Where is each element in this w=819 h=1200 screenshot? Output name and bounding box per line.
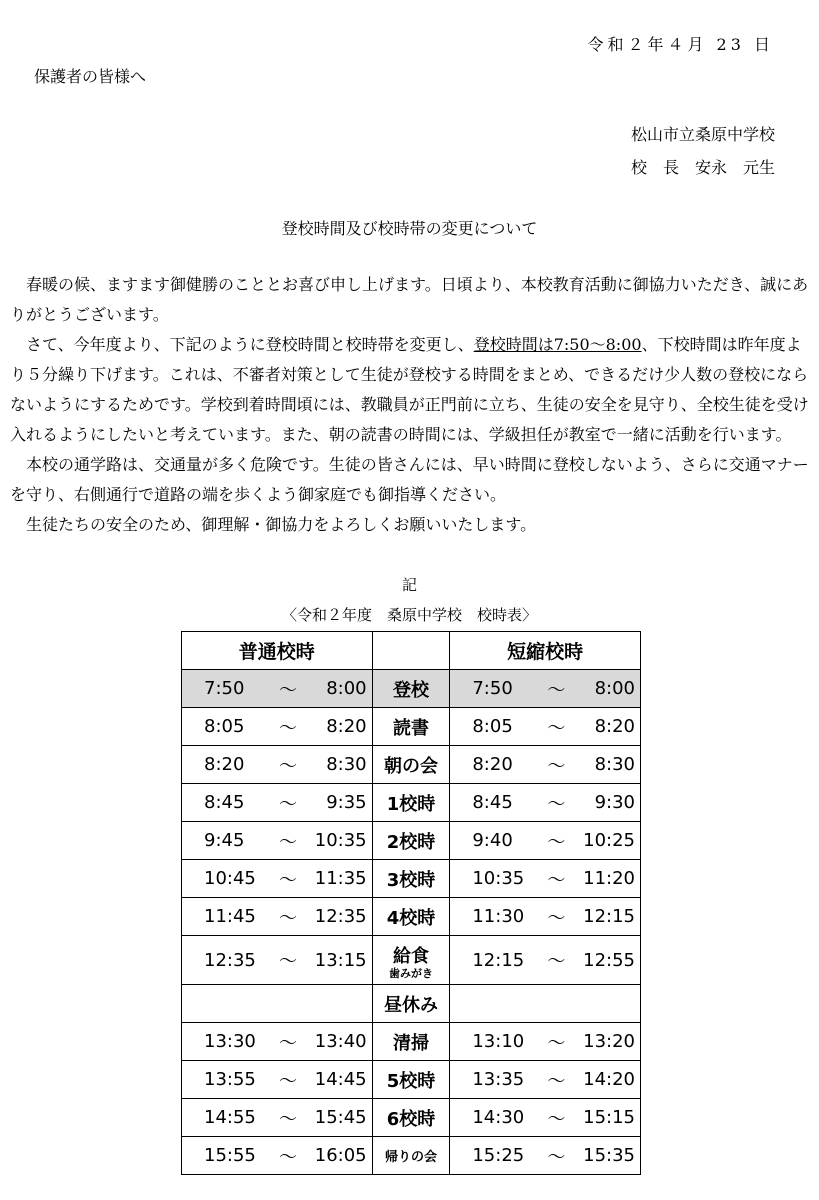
normal-start-time: 8:05 <box>204 716 245 737</box>
table-row <box>181 985 641 1023</box>
time-separator: ～ <box>547 1070 566 1092</box>
short-start-time: 13:10 <box>472 1031 525 1052</box>
short-end-time: 12:15 <box>583 906 635 927</box>
header-normal: 普通校時 <box>181 631 372 670</box>
paragraph-closing: 生徒たちの安全のため、御理解・御協力をよろしくお願いいたします。 <box>26 515 537 534</box>
normal-end-time: 8:20 <box>326 716 367 737</box>
normal-time-cell <box>181 822 372 860</box>
table-row <box>181 1061 641 1099</box>
normal-time-cell <box>181 898 372 936</box>
short-end-time: 13:20 <box>583 1031 635 1052</box>
event-cell <box>372 936 450 985</box>
table-row <box>181 936 641 985</box>
event-label: 読書 <box>392 717 429 739</box>
event-label: 清掃 <box>392 1032 429 1054</box>
normal-time-cell <box>181 985 372 1023</box>
short-start-time: 8:20 <box>472 754 513 775</box>
event-label: 昼休み <box>383 994 438 1016</box>
short-start-time: 7:50 <box>472 678 513 699</box>
table-caption: 〈令和２年度 桑原中学校 校時表〉 <box>281 606 537 624</box>
time-separator: ～ <box>279 717 297 739</box>
normal-end-time: 11:35 <box>314 868 367 889</box>
short-start-time: 11:30 <box>472 906 525 927</box>
normal-end-time: 14:45 <box>314 1069 367 1090</box>
time-separator: ～ <box>547 793 566 815</box>
time-separator: ～ <box>279 679 297 701</box>
short-end-time: 14:20 <box>583 1069 635 1090</box>
normal-end-time: 16:05 <box>314 1145 367 1166</box>
normal-time-cell <box>181 784 372 822</box>
time-separator: ～ <box>279 831 297 853</box>
paragraph-greeting: 春暖の候、ますます御健勝のこととお喜び申し上げます。日頃より、本校教育活動に御協力いただき、誠にありがとうございます。 <box>10 275 809 324</box>
normal-time-cell <box>181 1023 372 1061</box>
table-row <box>181 746 641 784</box>
normal-time-cell <box>181 1137 372 1175</box>
short-end-time: 8:00 <box>594 678 635 699</box>
event-label: 登校 <box>392 679 429 701</box>
normal-end-time: 8:30 <box>326 754 367 775</box>
header-short: 短縮校時 <box>449 631 641 670</box>
event-cell <box>372 1137 450 1175</box>
short-time-cell <box>449 860 641 898</box>
event-cell <box>372 1023 450 1061</box>
table-row <box>181 822 641 860</box>
time-separator: ～ <box>279 907 297 929</box>
table-row <box>181 860 641 898</box>
short-end-time: 15:35 <box>583 1145 635 1166</box>
event-cell <box>372 670 450 708</box>
header-event <box>372 631 450 670</box>
short-end-time: 11:20 <box>583 868 635 889</box>
document-title: 登校時間及び校時帯の変更について <box>281 219 538 238</box>
short-start-time: 8:05 <box>472 716 513 737</box>
normal-end-time: 9:35 <box>326 792 367 813</box>
date: 令和２年４月 23 日 <box>587 35 774 54</box>
time-separator: ～ <box>547 831 566 853</box>
time-separator: ～ <box>279 1108 297 1130</box>
letter-body <box>10 270 810 540</box>
normal-end-time: 12:35 <box>314 906 367 927</box>
time-separator: ～ <box>279 1146 297 1168</box>
time-separator: ～ <box>279 1070 297 1092</box>
short-start-time: 10:35 <box>472 868 525 889</box>
short-time-cell <box>449 708 641 746</box>
normal-end-time: 10:35 <box>314 830 367 851</box>
normal-time-cell <box>181 936 372 985</box>
short-end-time: 9:30 <box>594 792 635 813</box>
normal-start-time: 8:20 <box>204 754 245 775</box>
event-cell <box>372 822 450 860</box>
event-label: 6校時 <box>386 1108 436 1130</box>
paragraph-change-rest: 、下校時間は昨年度より５分繰り下げます。これは、不審者対策として生徒が登校する時間をまとめ、できるだけ少人数の登校にならないようにするためです。学校到着時間頃には、教職員が正門前に立ち、生徒の安全を見守り、全校生徒を受け入れるようにしたいと考えています。また、朝の読書の時間には、学級担任が教室で一緒に活動を行います。 <box>10 335 809 444</box>
normal-start-time: 8:45 <box>204 792 245 813</box>
normal-start-time: 9:45 <box>204 830 245 851</box>
time-separator: ～ <box>547 1032 566 1054</box>
paragraph-safety: 本校の通学路は、交通量が多く危険です。生徒の皆さんには、早い時間に登校しないよう、さらに交通マナーを守り、右側通行で道路の端を歩くよう御家庭でも御指導ください。 <box>10 455 809 504</box>
table-row <box>181 1099 641 1137</box>
short-start-time: 13:35 <box>472 1069 525 1090</box>
normal-start-time: 7:50 <box>204 678 245 699</box>
schedule-header-row <box>181 631 641 670</box>
normal-end-time: 15:45 <box>314 1107 367 1128</box>
time-separator: ～ <box>547 679 566 701</box>
event-cell <box>372 898 450 936</box>
event-label: 4校時 <box>386 907 436 929</box>
table-row <box>181 708 641 746</box>
table-row <box>181 1137 641 1175</box>
time-separator: ～ <box>547 1146 566 1168</box>
normal-start-time: 14:55 <box>204 1107 256 1128</box>
event-cell <box>372 1061 450 1099</box>
short-start-time: 12:15 <box>472 949 525 971</box>
time-separator: ～ <box>547 1108 566 1130</box>
principal-name: 校 長 安永 元生 <box>630 158 775 177</box>
time-separator: ～ <box>279 755 297 777</box>
table-row <box>181 784 641 822</box>
short-end-time: 10:25 <box>583 830 635 851</box>
table-row <box>181 898 641 936</box>
normal-start-time: 13:30 <box>204 1031 256 1052</box>
normal-time-cell <box>181 1099 372 1137</box>
event-label: 3校時 <box>386 869 436 891</box>
schedule-body <box>181 631 641 1175</box>
short-time-cell <box>449 1099 641 1137</box>
paragraph-change-lead: さて、今年度より、下記のように登校時間と校時帯を変更し、 <box>26 335 474 354</box>
normal-time-cell <box>181 860 372 898</box>
short-time-cell <box>449 1061 641 1099</box>
short-time-cell <box>449 784 641 822</box>
event-label: 5校時 <box>386 1070 436 1092</box>
event-cell <box>372 860 450 898</box>
time-separator: ～ <box>547 907 566 929</box>
event-label: 給食 <box>392 945 429 967</box>
short-time-cell <box>449 898 641 936</box>
time-separator: ～ <box>547 869 566 891</box>
time-separator: ～ <box>279 793 297 815</box>
normal-start-time: 15:55 <box>204 1145 256 1166</box>
normal-end-time: 13:40 <box>314 1031 367 1052</box>
event-sublabel: 歯みがき <box>388 966 433 980</box>
ki-note-mark: 記 <box>401 576 417 594</box>
normal-start-time: 11:45 <box>204 906 256 927</box>
event-label: 2校時 <box>386 831 436 853</box>
table-row <box>181 1023 641 1061</box>
time-separator: ～ <box>279 869 297 891</box>
short-end-time: 8:20 <box>594 716 635 737</box>
time-separator: ～ <box>279 1032 297 1054</box>
schedule-table <box>181 631 641 1175</box>
event-cell <box>372 784 450 822</box>
time-separator: ～ <box>547 755 566 777</box>
short-start-time: 9:40 <box>472 830 513 851</box>
short-start-time: 14:30 <box>472 1107 525 1128</box>
time-separator: ～ <box>279 951 297 972</box>
addressee: 保護者の皆様へ <box>34 67 147 86</box>
normal-end-time: 8:00 <box>326 678 367 699</box>
short-start-time: 8:45 <box>472 792 513 813</box>
normal-time-cell <box>181 708 372 746</box>
event-label: 1校時 <box>386 793 436 815</box>
school-name: 松山市立桑原中学校 <box>630 125 775 144</box>
event-label: 帰りの会 <box>384 1150 437 1165</box>
event-cell <box>372 708 450 746</box>
short-time-cell <box>449 746 641 784</box>
paragraph-change <box>10 330 810 450</box>
short-time-cell <box>449 822 641 860</box>
normal-start-time: 13:55 <box>204 1069 256 1090</box>
time-separator: ～ <box>547 951 566 972</box>
event-cell <box>372 985 450 1023</box>
short-time-cell <box>449 985 641 1023</box>
normal-time-cell <box>181 1061 372 1099</box>
table-row <box>181 670 641 708</box>
short-time-cell <box>449 1023 641 1061</box>
normal-start-time: 12:35 <box>204 949 256 971</box>
normal-time-cell <box>181 670 372 708</box>
short-end-time: 12:55 <box>583 949 635 971</box>
event-label: 朝の会 <box>383 755 438 777</box>
short-time-cell <box>449 936 641 985</box>
arrival-time-underlined: 登校時間は7:50～8:00 <box>473 335 642 354</box>
normal-end-time: 13:15 <box>314 949 367 971</box>
event-cell <box>372 1099 450 1137</box>
normal-start-time: 10:45 <box>204 868 256 889</box>
short-end-time: 15:15 <box>583 1107 635 1128</box>
short-start-time: 15:25 <box>472 1145 525 1166</box>
short-time-cell <box>449 1137 641 1175</box>
time-separator: ～ <box>547 717 566 739</box>
normal-time-cell <box>181 746 372 784</box>
short-end-time: 8:30 <box>594 754 635 775</box>
event-cell <box>372 746 450 784</box>
short-time-cell <box>449 670 641 708</box>
